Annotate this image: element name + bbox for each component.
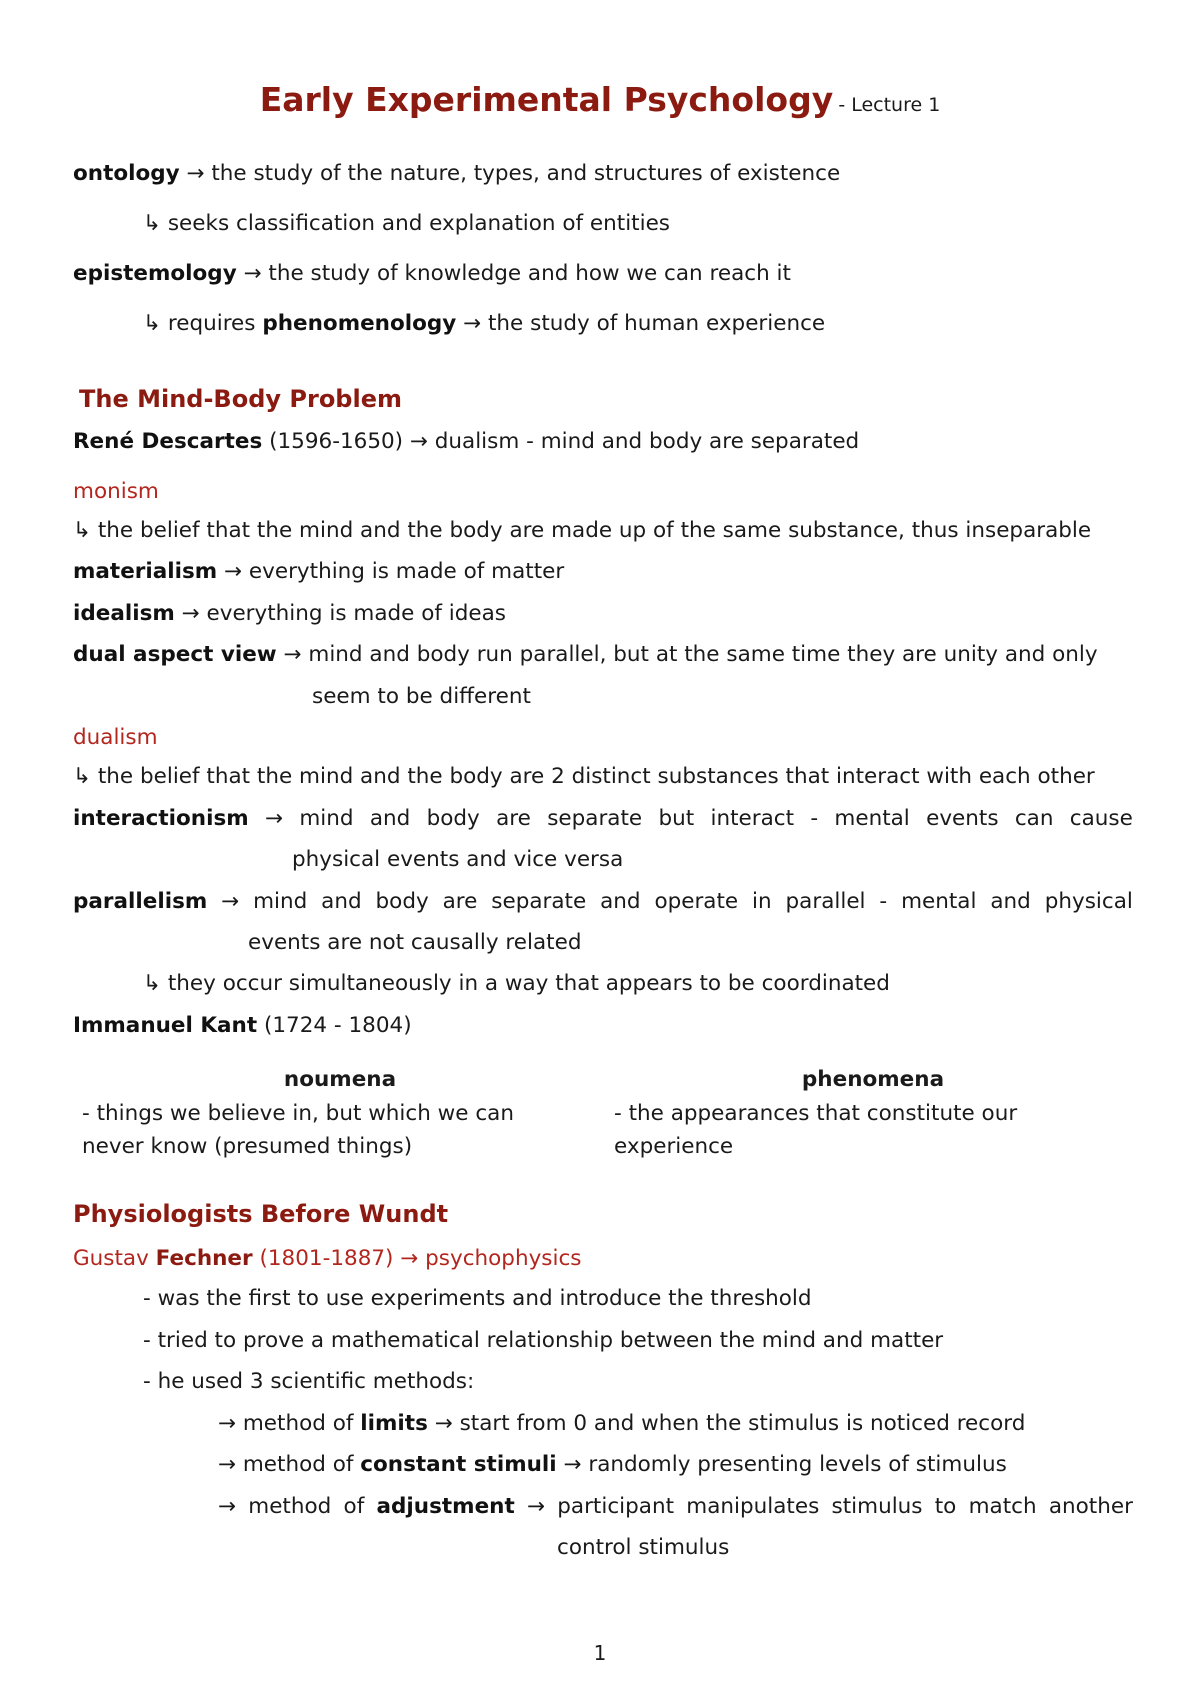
monism-definition: ↳ the belief that the mind and the body are made up of the same substance, thus inseparable xyxy=(73,518,1092,543)
noumena-line: - things we believe in, but which we can xyxy=(82,1101,514,1126)
interactionism-word: events xyxy=(926,806,999,831)
epistemology-line xyxy=(73,260,791,288)
method-adjustment-continuation: control stimulus xyxy=(557,1535,730,1560)
materialism-definition: → everything is made of matter xyxy=(224,559,565,584)
title-main: Early Experimental Psychology xyxy=(259,80,834,119)
method-word: manipulates xyxy=(686,1494,820,1519)
dual-aspect-term: dual aspect view xyxy=(73,642,277,667)
method-word: match xyxy=(968,1494,1037,1519)
parallelism-word: physical xyxy=(1044,889,1133,914)
descartes-line xyxy=(73,428,859,456)
phenomena-text xyxy=(614,1097,1017,1163)
ontology-subpoint: ↳ seeks classification and explanation of entities xyxy=(143,211,671,236)
phenomena-line: experience xyxy=(614,1134,734,1159)
interactionism-word: cause xyxy=(1069,806,1133,831)
method-constant-definition: → randomly presenting levels of stimulus xyxy=(563,1452,1007,1477)
parallelism-word: and xyxy=(321,889,362,914)
dual-aspect-continuation: seem to be different xyxy=(312,684,531,709)
parallelism-word: operate xyxy=(654,889,739,914)
interactionism-word: separate xyxy=(547,806,643,831)
dualism-label: dualism xyxy=(73,725,158,750)
epistemology-subpoint xyxy=(143,310,825,338)
fechner-line xyxy=(73,1245,582,1273)
interactionism-word: and xyxy=(369,806,411,831)
page-number: 1 xyxy=(593,1641,607,1665)
parallelism-word: mental xyxy=(901,889,977,914)
parallelism-word: → xyxy=(221,889,240,914)
parallelism-word: mind xyxy=(253,889,308,914)
method-constant-term: constant stimuli xyxy=(360,1452,557,1477)
ontology-definition: → the study of the nature, types, and structures of existence xyxy=(186,161,841,186)
fechner-bullet: - he used 3 scientific methods: xyxy=(143,1369,475,1394)
fechner-bullet: - tried to prove a mathematical relationship between the mind and matter xyxy=(143,1328,944,1353)
fechner-description: (1801-1887) → psychophysics xyxy=(259,1246,582,1271)
heading-mind-body: The Mind-Body Problem xyxy=(79,385,402,413)
interactionism-line xyxy=(73,805,1133,833)
parallelism-word: and xyxy=(990,889,1031,914)
method-limits-term: limits xyxy=(360,1411,428,1436)
idealism-term: idealism xyxy=(73,601,175,626)
parallelism-word: are xyxy=(442,889,478,914)
interactionism-word: mind xyxy=(299,806,354,831)
fechner-first-name: Gustav xyxy=(73,1246,149,1271)
interactionism-term: interactionism xyxy=(73,806,249,831)
method-word: → xyxy=(527,1494,546,1519)
kant-name: Immanuel Kant xyxy=(73,1013,258,1038)
parallelism-line xyxy=(73,888,1133,916)
epistemology-definition: → the study of knowledge and how we can reach it xyxy=(243,261,791,286)
noumena-heading: noumena xyxy=(283,1067,397,1092)
fechner-last-name: Fechner xyxy=(155,1246,253,1271)
idealism-definition: → everything is made of ideas xyxy=(181,601,506,626)
method-word: stimulus xyxy=(831,1494,923,1519)
idealism-line xyxy=(73,600,506,628)
noumena-line: never know (presumed things) xyxy=(82,1134,413,1159)
method-word: to xyxy=(934,1494,957,1519)
dual-aspect-line xyxy=(73,641,1098,669)
interactionism-word: mental xyxy=(834,806,910,831)
requires-text: ↳ requires xyxy=(143,311,256,336)
parallelism-word: in xyxy=(752,889,772,914)
interactionism-word: can xyxy=(1014,806,1054,831)
dual-aspect-definition: → mind and body run parallel, but at the same time they are unity and only xyxy=(283,642,1098,667)
method-word: participant xyxy=(557,1494,675,1519)
heading-physiologists: Physiologists Before Wundt xyxy=(73,1200,449,1228)
kant-dates: (1724 - 1804) xyxy=(263,1013,412,1038)
parallelism-word: body xyxy=(375,889,429,914)
dualism-definition: ↳ the belief that the mind and the body are 2 distinct substances that interact with each other xyxy=(73,764,1095,789)
title-suffix: - Lecture 1 xyxy=(838,94,941,116)
ontology-term: ontology xyxy=(73,161,180,186)
materialism-line xyxy=(73,558,564,586)
interactionism-continuation: physical events and vice versa xyxy=(292,847,624,872)
parallelism-word: separate xyxy=(491,889,587,914)
interactionism-word: but xyxy=(658,806,695,831)
parallelism-term: parallelism xyxy=(73,889,208,914)
method-word: → xyxy=(218,1494,237,1519)
phenomena-heading: phenomena xyxy=(801,1067,945,1092)
method-prefix: → method of xyxy=(218,1452,354,1477)
kant-line xyxy=(73,1012,412,1040)
noumena-text xyxy=(82,1097,514,1163)
ontology-line xyxy=(73,160,840,188)
interactionism-word: interact xyxy=(710,806,795,831)
method-adjustment-line xyxy=(218,1493,1133,1521)
parallelism-word: - xyxy=(879,889,888,914)
method-word: of xyxy=(343,1494,365,1519)
descartes-name: René Descartes xyxy=(73,429,263,454)
phenomenology-definition: → the study of human experience xyxy=(463,311,826,336)
monism-label: monism xyxy=(73,479,159,504)
method-word: another xyxy=(1048,1494,1133,1519)
parallelism-continuation: events are not causally related xyxy=(248,930,582,955)
parallelism-word: parallel xyxy=(785,889,866,914)
method-prefix: → method of xyxy=(218,1411,354,1436)
page-title xyxy=(0,80,1200,119)
method-limits-line xyxy=(218,1410,1025,1438)
parallelism-subpoint: ↳ they occur simultaneously in a way that appears to be coordinated xyxy=(143,971,890,996)
materialism-term: materialism xyxy=(73,559,218,584)
method-word: method xyxy=(248,1494,332,1519)
phenomena-line: - the appearances that constitute our xyxy=(614,1101,1018,1126)
descartes-text: (1596-1650) → dualism - mind and body are separated xyxy=(269,429,860,454)
interactionism-word: body xyxy=(426,806,480,831)
method-constant-line xyxy=(218,1451,1007,1479)
interactionism-word: - xyxy=(810,806,819,831)
method-limits-definition: → start from 0 and when the stimulus is noticed record xyxy=(434,1411,1026,1436)
parallelism-word: and xyxy=(600,889,641,914)
interactionism-word: → xyxy=(265,806,284,831)
epistemology-term: epistemology xyxy=(73,261,237,286)
fechner-bullet: - was the first to use experiments and introduce the threshold xyxy=(143,1286,812,1311)
method-adjustment-term: adjustment xyxy=(376,1494,515,1519)
interactionism-word: are xyxy=(496,806,531,831)
phenomenology-term: phenomenology xyxy=(262,311,457,336)
